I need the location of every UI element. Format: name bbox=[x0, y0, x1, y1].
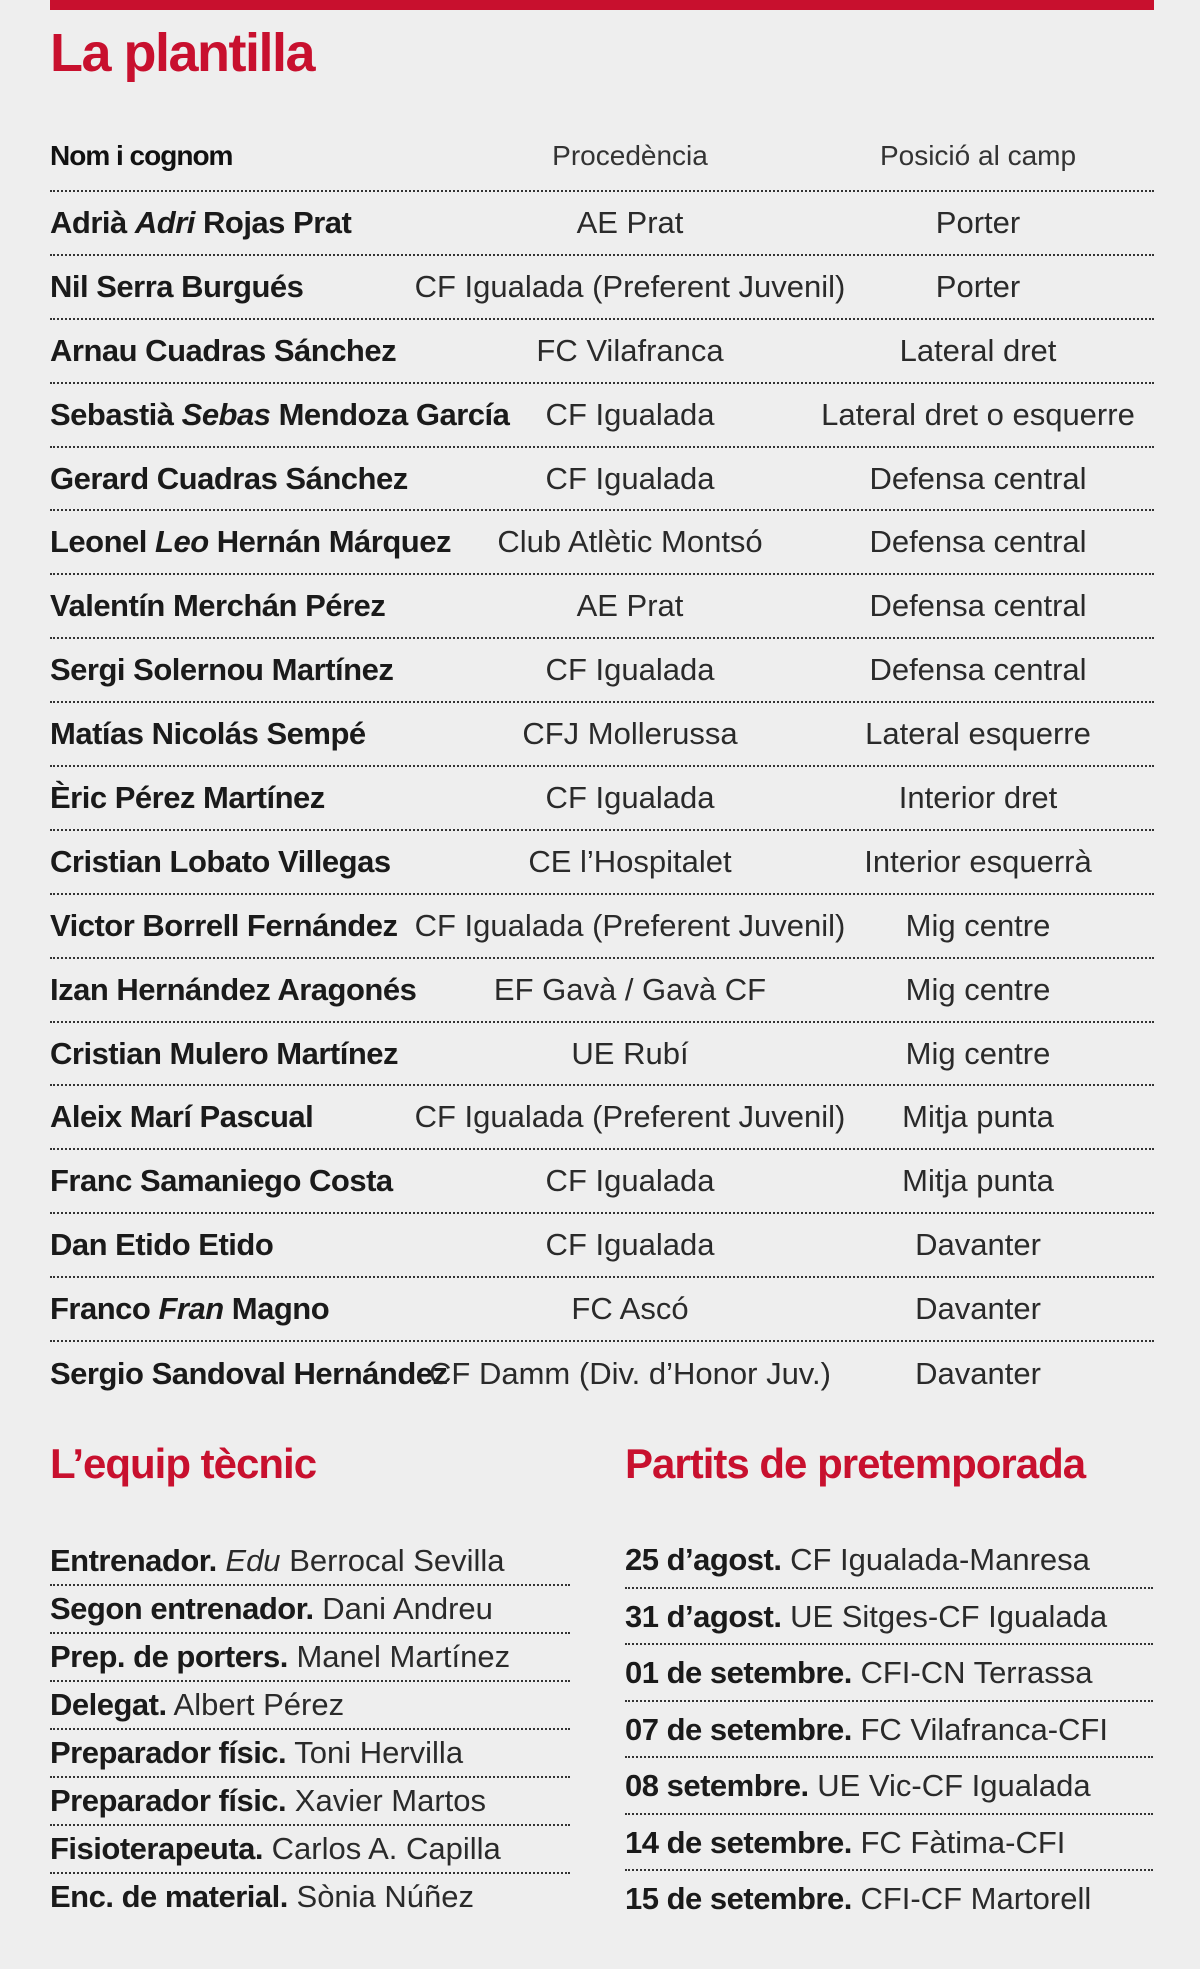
player-first-name: Adrià bbox=[50, 204, 127, 240]
player-name bbox=[50, 908, 397, 944]
player-position: Porter bbox=[935, 268, 1021, 304]
list-item bbox=[625, 1589, 1153, 1646]
player-position: Mig centre bbox=[905, 1035, 1051, 1071]
player-last-name: Rojas Prat bbox=[203, 204, 352, 240]
player-club: EF Gavà / Gavà CF bbox=[493, 971, 767, 1007]
player-name bbox=[50, 1356, 448, 1392]
player-club: CF Igualada bbox=[545, 1163, 715, 1199]
staff-role: Delegat. bbox=[50, 1687, 167, 1722]
player-club: Club Atlètic Montsó bbox=[497, 524, 763, 560]
match-date: 25 d’agost. bbox=[625, 1542, 782, 1577]
player-position: Defensa central bbox=[869, 588, 1087, 624]
staff-name: Berrocal Sevilla bbox=[289, 1543, 505, 1578]
player-first-name: Sergi Solernou Martínez bbox=[50, 652, 394, 688]
player-nickname: Sebas bbox=[181, 396, 271, 432]
player-position: Mig centre bbox=[905, 971, 1051, 1007]
player-first-name: Èric Pérez Martínez bbox=[50, 779, 325, 815]
staff-name: Sònia Núñez bbox=[296, 1879, 475, 1914]
player-last-name: Hernán Márquez bbox=[216, 524, 451, 560]
staff-name: Manel Martínez bbox=[296, 1639, 511, 1674]
table-row bbox=[50, 895, 1154, 959]
player-first-name: Cristian Mulero Martínez bbox=[50, 1035, 398, 1071]
staff-role: Entrenador. bbox=[50, 1543, 217, 1578]
player-club: CF Damm (Div. d’Honor Juv.) bbox=[429, 1355, 831, 1391]
page-title: La plantilla bbox=[50, 23, 315, 83]
match-teams: UE Vic-CF Igualada bbox=[817, 1768, 1091, 1803]
table-row bbox=[50, 1278, 1154, 1342]
table-row bbox=[50, 831, 1154, 895]
header-position: Posició al camp bbox=[879, 140, 1077, 171]
player-nickname: Leo bbox=[155, 524, 209, 560]
list-item bbox=[50, 1634, 570, 1682]
player-name bbox=[50, 1163, 393, 1199]
player-club: CF Igualada (Preferent Juvenil) bbox=[414, 1099, 846, 1135]
player-name bbox=[50, 716, 366, 752]
player-club: CF Igualada bbox=[545, 652, 715, 688]
player-name bbox=[50, 461, 408, 497]
player-position: Defensa central bbox=[869, 652, 1087, 688]
match-date: 14 de setembre. bbox=[625, 1824, 852, 1860]
player-position: Mitja punta bbox=[902, 1099, 1054, 1135]
player-position: Lateral dret bbox=[899, 332, 1057, 368]
staff-list bbox=[50, 1538, 570, 1922]
table-row bbox=[50, 639, 1154, 703]
list-item bbox=[625, 1532, 1153, 1589]
table-row bbox=[50, 703, 1154, 767]
player-club: CF Igualada (Preferent Juvenil) bbox=[414, 907, 846, 943]
match-date: 08 setembre. bbox=[625, 1768, 809, 1803]
player-name bbox=[50, 397, 509, 433]
table-row bbox=[50, 511, 1154, 575]
match-teams: UE Sitges-CF Igualada bbox=[790, 1598, 1108, 1634]
staff-name: Toni Hervilla bbox=[294, 1735, 464, 1770]
table-row bbox=[50, 1150, 1154, 1214]
player-first-name: Sergio Sandoval Hernández bbox=[50, 1355, 448, 1391]
staff-name: Dani Andreu bbox=[322, 1591, 493, 1626]
staff-role: Enc. de material. bbox=[50, 1879, 288, 1914]
staff-name: Carlos A. Capilla bbox=[271, 1831, 501, 1866]
list-item bbox=[50, 1538, 570, 1586]
top-accent-bar bbox=[50, 0, 1154, 10]
roster-table bbox=[50, 122, 1154, 1406]
table-row bbox=[50, 959, 1154, 1023]
player-nickname: Adri bbox=[134, 204, 195, 240]
list-item bbox=[625, 1758, 1153, 1815]
match-date: 07 de setembre. bbox=[625, 1711, 852, 1747]
list-item bbox=[625, 1645, 1153, 1702]
player-first-name: Nil Serra Burgués bbox=[50, 268, 304, 304]
player-club: AE Prat bbox=[576, 204, 684, 240]
player-first-name: Dan Etido Etido bbox=[50, 1227, 274, 1263]
player-first-name: Gerard Cuadras Sánchez bbox=[50, 460, 408, 496]
player-position: Lateral esquerre bbox=[865, 716, 1091, 752]
player-club: CFJ Mollerussa bbox=[522, 716, 738, 752]
staff-role: Preparador físic. bbox=[50, 1735, 287, 1770]
staff-role: Segon entrenador. bbox=[50, 1591, 314, 1626]
table-row bbox=[50, 192, 1154, 256]
player-club: AE Prat bbox=[576, 588, 684, 624]
player-first-name: Izan Hernández Aragonés bbox=[50, 971, 417, 1007]
player-name bbox=[50, 652, 393, 688]
staff-role: Fisioterapeuta. bbox=[50, 1831, 263, 1866]
table-row bbox=[50, 384, 1154, 448]
player-name bbox=[50, 205, 351, 241]
player-first-name: Sebastià bbox=[50, 396, 174, 432]
player-position: Davanter bbox=[915, 1291, 1041, 1327]
player-club: CF Igualada bbox=[545, 1227, 715, 1263]
list-item bbox=[625, 1702, 1153, 1759]
player-position: Davanter bbox=[915, 1355, 1041, 1391]
match-teams: CFI-CN Terrassa bbox=[860, 1655, 1093, 1690]
list-item bbox=[50, 1778, 570, 1826]
staff-nickname: Edu bbox=[225, 1543, 281, 1578]
staff-title: L’equip tècnic bbox=[50, 1440, 317, 1487]
match-teams: FC Vilafranca-CFI bbox=[860, 1711, 1108, 1747]
player-name bbox=[50, 269, 303, 305]
staff-role: Preparador físic. bbox=[50, 1783, 287, 1818]
list-item bbox=[625, 1871, 1153, 1928]
player-position: Defensa central bbox=[869, 460, 1087, 496]
player-club: CF Igualada bbox=[545, 460, 715, 496]
table-row bbox=[50, 575, 1154, 639]
header-name: Nom i cognom bbox=[50, 140, 233, 171]
player-club: CF Igualada bbox=[545, 396, 715, 432]
player-last-name: Mendoza García bbox=[278, 396, 510, 432]
staff-name: Xavier Martos bbox=[294, 1783, 487, 1818]
list-item bbox=[50, 1826, 570, 1874]
player-position: Porter bbox=[935, 204, 1021, 240]
player-name bbox=[50, 333, 396, 369]
player-name bbox=[50, 588, 385, 624]
player-nickname: Fran bbox=[158, 1291, 224, 1327]
staff-role: Prep. de porters. bbox=[50, 1639, 288, 1674]
match-teams: FC Fàtima-CFI bbox=[860, 1824, 1066, 1860]
player-first-name: Franc Samaniego Costa bbox=[50, 1163, 393, 1199]
roster-header-row bbox=[50, 122, 1154, 192]
player-club: UE Rubí bbox=[571, 1035, 689, 1071]
player-club: FC Ascó bbox=[571, 1291, 689, 1327]
player-first-name: Cristian Lobato Villegas bbox=[50, 843, 391, 879]
player-name bbox=[50, 524, 451, 560]
player-first-name: Matías Nicolás Sempé bbox=[50, 716, 366, 752]
player-first-name: Aleix Marí Pascual bbox=[50, 1099, 314, 1135]
player-name bbox=[50, 972, 416, 1008]
player-first-name: Franco bbox=[50, 1291, 151, 1327]
list-item bbox=[50, 1874, 570, 1922]
match-teams: CFI-CF Martorell bbox=[860, 1881, 1092, 1916]
match-date: 31 d’agost. bbox=[625, 1598, 782, 1634]
table-row bbox=[50, 1342, 1154, 1406]
player-first-name: Valentín Merchán Pérez bbox=[50, 588, 386, 624]
list-item bbox=[50, 1586, 570, 1634]
list-item bbox=[625, 1815, 1153, 1872]
player-name bbox=[50, 780, 325, 816]
match-date: 01 de setembre. bbox=[625, 1655, 852, 1690]
player-position: Defensa central bbox=[869, 524, 1087, 560]
table-row bbox=[50, 256, 1154, 320]
player-club: CF Igualada (Preferent Juvenil) bbox=[414, 268, 846, 304]
player-name bbox=[50, 1099, 313, 1135]
player-club: CE l’Hospitalet bbox=[528, 843, 732, 879]
player-position: Interior dret bbox=[898, 779, 1058, 815]
player-name bbox=[50, 844, 391, 880]
player-position: Interior esquerrà bbox=[864, 843, 1092, 879]
match-teams: CF Igualada-Manresa bbox=[790, 1542, 1090, 1577]
player-first-name: Victor Borrell Fernández bbox=[50, 907, 398, 943]
player-first-name: Arnau Cuadras Sánchez bbox=[50, 332, 397, 368]
header-club: Procedència bbox=[552, 140, 708, 171]
player-position: Mig centre bbox=[905, 907, 1051, 943]
player-first-name: Leonel bbox=[50, 524, 147, 560]
matches-title: Partits de pretemporada bbox=[625, 1440, 1086, 1487]
table-row bbox=[50, 1086, 1154, 1150]
list-item bbox=[50, 1682, 570, 1730]
match-date: 15 de setembre. bbox=[625, 1881, 852, 1916]
player-last-name: Magno bbox=[231, 1291, 330, 1327]
table-row bbox=[50, 767, 1154, 831]
table-row bbox=[50, 1023, 1154, 1087]
table-row bbox=[50, 320, 1154, 384]
player-position: Davanter bbox=[915, 1227, 1041, 1263]
player-club: FC Vilafranca bbox=[536, 332, 724, 368]
table-row bbox=[50, 1214, 1154, 1278]
player-position: Lateral dret o esquerre bbox=[821, 396, 1135, 432]
player-name bbox=[50, 1036, 398, 1072]
player-club: CF Igualada bbox=[545, 779, 715, 815]
player-name bbox=[50, 1227, 273, 1263]
player-name bbox=[50, 1291, 329, 1327]
staff-name: Albert Pérez bbox=[173, 1687, 345, 1722]
matches-list bbox=[625, 1532, 1153, 1928]
player-position: Mitja punta bbox=[902, 1163, 1054, 1199]
table-row bbox=[50, 448, 1154, 512]
list-item bbox=[50, 1730, 570, 1778]
